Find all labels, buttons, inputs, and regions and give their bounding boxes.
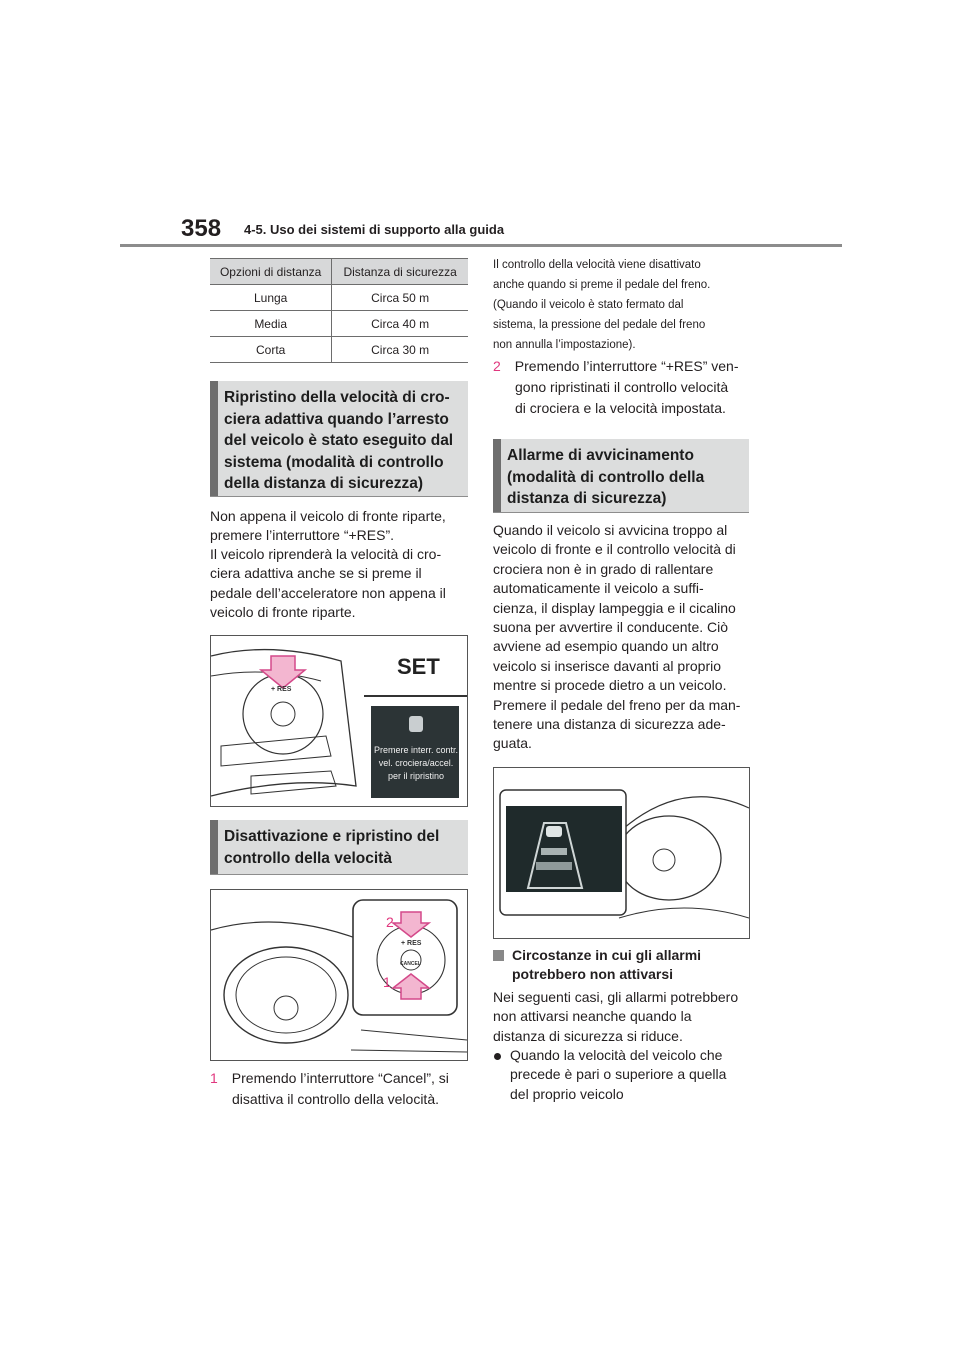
table-cell: Lunga bbox=[210, 285, 332, 311]
text-line: potrebbero non attivarsi bbox=[512, 966, 674, 983]
section-heading-resume bbox=[210, 381, 468, 497]
text-line: Il veicolo riprenderà la velocità di cro- bbox=[210, 546, 442, 562]
section-heading-cancel bbox=[210, 820, 468, 875]
square-bullet-icon bbox=[493, 950, 504, 961]
res-label: + RES bbox=[271, 686, 292, 693]
note-paragraph bbox=[493, 255, 710, 355]
header-rule bbox=[120, 244, 842, 247]
text-line bbox=[493, 356, 739, 377]
heading-text bbox=[507, 445, 741, 510]
heading-line: controllo della velocità bbox=[224, 849, 392, 867]
text-line: suona per avvertire il conducente. Ciò bbox=[493, 619, 729, 636]
text-line: crociera non è in grado di rallentare bbox=[493, 560, 714, 577]
text-line: Nei seguenti casi, gli allarmi potrebbero bbox=[493, 989, 739, 1005]
set-label: SET bbox=[397, 654, 440, 679]
page-number: 358 bbox=[181, 215, 222, 242]
text-line: avviene ad esempio quando un altro bbox=[493, 638, 719, 655]
distance-table bbox=[210, 258, 468, 363]
text-line: Premere il pedale del freno per da man- bbox=[493, 696, 741, 713]
heading-line: Allarme di avvicinamento bbox=[507, 447, 694, 464]
text-line: cienza, il display lampeggia e il cicalino bbox=[493, 599, 736, 616]
text-line: di crociera e la velocità impostata. bbox=[515, 400, 726, 416]
text-line: (Quando il veicolo è stato fermato dal bbox=[493, 299, 684, 311]
text-line: veicolo di fronte riparte. bbox=[210, 604, 356, 621]
text-line: distanza di sicurezza si riduce. bbox=[493, 1027, 683, 1044]
warning-display-illustration bbox=[494, 768, 749, 938]
display-message bbox=[373, 744, 459, 783]
text-line: automaticamente il veicolo a suffi- bbox=[493, 580, 704, 597]
step-number: 2 bbox=[493, 358, 501, 374]
res-label: + RES bbox=[401, 940, 422, 947]
heading-text bbox=[224, 826, 460, 869]
text-line: premere l’interruttore “+RES”. bbox=[210, 527, 395, 544]
text-line: Quando la velocità del veicolo che bbox=[510, 1047, 723, 1063]
table-row bbox=[210, 285, 468, 311]
display-line: Premere interr. contr. bbox=[373, 745, 459, 755]
bullet-dot-icon bbox=[494, 1053, 501, 1060]
text-line bbox=[493, 946, 701, 965]
table-header: Distanza di sicurezza bbox=[332, 259, 468, 285]
figure-cancel-switch bbox=[210, 889, 468, 1061]
text-line: non annulla l’impostazione). bbox=[493, 339, 636, 351]
table-row bbox=[210, 311, 468, 337]
step-text: Premendo l’interruttore “Cancel”, si bbox=[231, 1070, 449, 1086]
heading-line: Ripristino della velocità di cro- bbox=[224, 389, 450, 406]
heading-line: sistema (modalità di controllo bbox=[224, 453, 444, 471]
text-line: pedale dell’acceleratore non appena il bbox=[210, 584, 446, 601]
chapter-title: 4-5. Uso dei sistemi di supporto alla guida bbox=[244, 222, 505, 237]
table-cell: Circa 30 m bbox=[332, 337, 468, 363]
table-cell: Corta bbox=[210, 337, 332, 363]
step-number: 1 bbox=[210, 1070, 218, 1086]
text-line: guata. bbox=[493, 735, 532, 752]
text-line: precede è pari o superiore a quella bbox=[510, 1066, 727, 1083]
table-cell: Circa 40 m bbox=[332, 311, 468, 337]
text-line: non attivarsi neanche quando la bbox=[493, 1008, 692, 1025]
text-line: del proprio veicolo bbox=[510, 1085, 624, 1102]
text-line: mentre si procede dietro a un veicolo. bbox=[493, 677, 727, 694]
text-line: Quando il veicolo si avvicina troppo al bbox=[493, 522, 728, 538]
table-header-row bbox=[210, 259, 468, 285]
callout-1: 1 bbox=[383, 974, 391, 990]
paragraph bbox=[493, 988, 738, 1046]
heading-line: Disattivazione e ripristino del bbox=[224, 828, 440, 845]
section-heading-approach-alarm bbox=[493, 439, 749, 513]
paragraph bbox=[210, 507, 446, 546]
text-line: veicolo di fronte e il controllo velocità di bbox=[493, 541, 736, 558]
heading-line: distanza di sicurezza) bbox=[507, 490, 667, 507]
text-line: ciera adattiva anche se si preme il bbox=[210, 565, 422, 582]
cancel-label: CANCEL bbox=[400, 961, 421, 967]
text-line: veicolo si inserisce davanti al proprio bbox=[493, 657, 721, 674]
step-1 bbox=[210, 1068, 449, 1110]
car-icon bbox=[409, 716, 423, 732]
paragraph bbox=[210, 545, 446, 623]
text-line: Non appena il veicolo di fronte riparte, bbox=[210, 508, 446, 524]
text-line: sistema, la pressione del pedale del freno bbox=[493, 319, 706, 331]
table-cell: Media bbox=[210, 311, 332, 337]
text-line: anche quando si preme il pedale del freno. bbox=[493, 279, 711, 291]
subheading-text: Circostanze in cui gli allarmi bbox=[512, 947, 702, 963]
bullet-item bbox=[510, 1046, 726, 1104]
paragraph bbox=[493, 521, 740, 754]
text-line: tenere una distanza di sicurezza ade- bbox=[493, 716, 726, 733]
figure-steering-res-switch bbox=[210, 635, 468, 807]
heading-bar bbox=[210, 820, 218, 874]
step-text: Premendo l’interruttore “+RES” ven- bbox=[514, 358, 739, 374]
table-header: Opzioni di distanza bbox=[210, 259, 332, 285]
display-line: vel. crociera/accel. bbox=[378, 758, 454, 768]
heading-bar bbox=[493, 439, 501, 512]
text-line: gono ripristinati il controllo velocità bbox=[515, 379, 729, 395]
step-2 bbox=[493, 356, 739, 419]
text-line: disattiva il controllo della velocità. bbox=[232, 1091, 439, 1107]
figure-approach-warning bbox=[493, 767, 750, 939]
text-line: Il controllo della velocità viene disattivato bbox=[493, 259, 701, 271]
dashboard-illustration bbox=[211, 890, 467, 1060]
callout-2: 2 bbox=[386, 914, 394, 930]
table-row bbox=[210, 337, 468, 363]
heading-line: del veicolo è stato eseguito dal bbox=[224, 432, 454, 449]
heading-line: ciera adattiva quando l’arresto bbox=[224, 410, 449, 428]
text-line bbox=[210, 1068, 449, 1089]
heading-bar bbox=[210, 381, 218, 496]
heading-line: (modalità di controllo della bbox=[507, 468, 705, 486]
subheading bbox=[493, 946, 701, 985]
table-cell: Circa 50 m bbox=[332, 285, 468, 311]
display-line: per il ripristino bbox=[387, 771, 445, 781]
heading-line: della distanza di sicurezza) bbox=[224, 475, 423, 492]
heading-text bbox=[224, 387, 460, 495]
